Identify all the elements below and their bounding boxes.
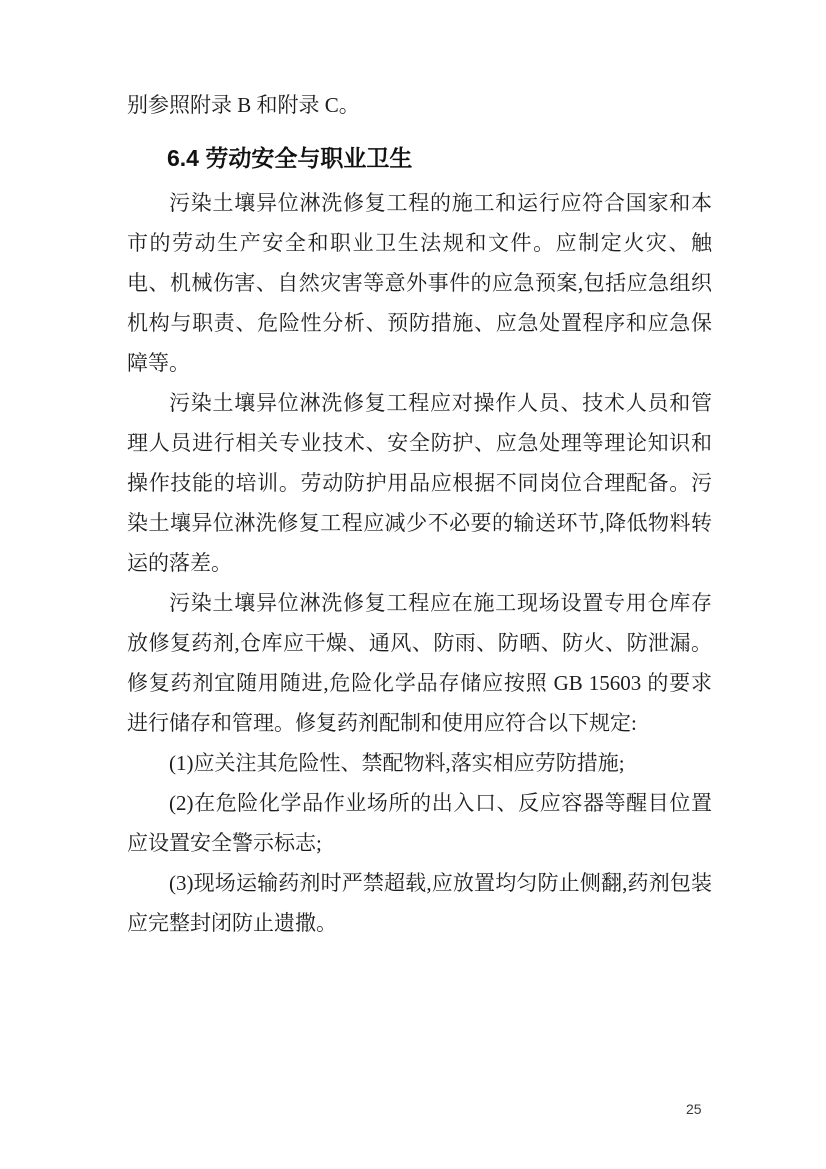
- list-item-3: (3)现场运输药剂时严禁超载,应放置均匀防止侧翻,药剂包装应完整封闭防止遗撒。: [127, 871, 712, 935]
- paragraph-chemical-storage: 污染土壤异位淋洗修复工程应在施工现场设置专用仓库存放修复药剂,仓库应干燥、通风、防雨、防晒、防火、防泄漏。修复药剂宜随用随进,危险化学品存储应按照 GB 15603 的要求进行储存和管理。修复药剂配制和使用应符合以下规定:: [127, 591, 712, 735]
- list-item-1: (1)应关注其危险性、禁配物料,落实相应劳防措施;: [169, 751, 625, 775]
- section-heading: 6.4 劳动安全与职业卫生: [167, 145, 413, 171]
- paragraph-personnel-training: 污染土壤异位淋洗修复工程应对操作人员、技术人员和管理人员进行相关专业技术、安全防护、应急处理等理论知识和操作技能的培训。劳动防护用品应根据不同岗位合理配备。污染土壤异位淋洗修复工程应减少不必要的输送环节,降低物料转运的落差。: [127, 391, 712, 575]
- page-number: 25: [686, 1101, 702, 1117]
- paragraph-labor-safety-regulations: 污染土壤异位淋洗修复工程的施工和运行应符合国家和本市的劳动生产安全和职业卫生法规和文件。应制定火灾、触电、机械伤害、自然灾害等意外事件的应急预案,包括应急组织机构与职责、危险性分析、预防措施、应急处置程序和应急保障等。: [127, 191, 712, 375]
- list-item-2: (2)在危险化学品作业场所的出入口、反应容器等醒目位置应设置安全警示标志;: [127, 791, 712, 855]
- paragraph-continuation: 别参照附录 B 和附录 C。: [127, 93, 360, 117]
- page-content: [127, 85, 712, 943]
